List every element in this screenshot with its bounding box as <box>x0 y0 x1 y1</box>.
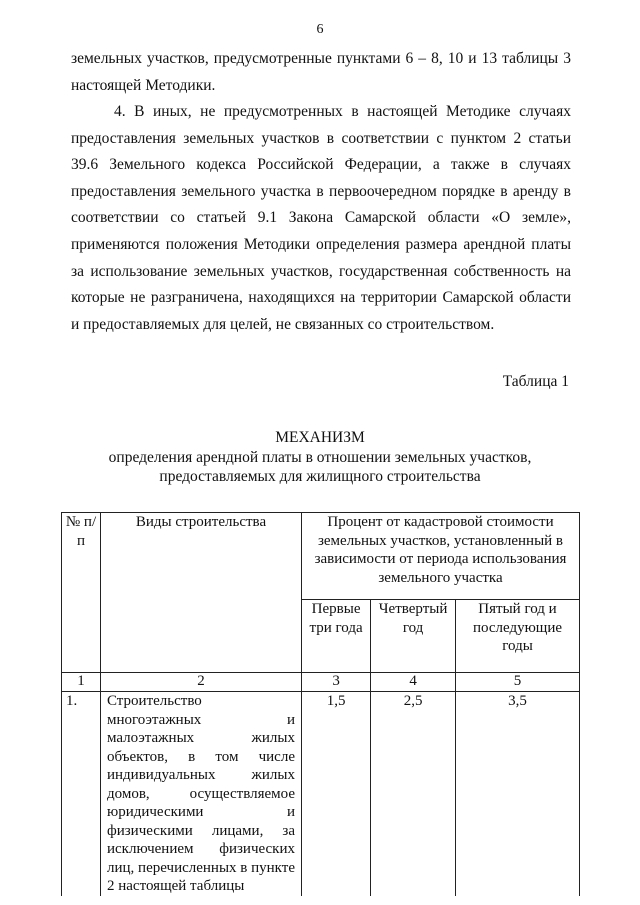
table-subtitle-line-1: определения арендной платы в отношении земельных участков, <box>108 449 532 466</box>
index-cell: 2 <box>101 673 302 692</box>
page-number: 6 <box>316 22 324 37</box>
table-row <box>62 692 580 896</box>
table-index-row <box>62 673 580 692</box>
row-year3: 3,5 <box>456 692 580 896</box>
table-caption: Таблица 1 <box>502 373 569 390</box>
index-cell: 5 <box>456 673 580 692</box>
table-header-row <box>62 513 580 600</box>
header-num: № п/п <box>62 513 101 673</box>
index-cell: 4 <box>371 673 456 692</box>
header-year2: Четвертый год <box>371 600 456 673</box>
header-kind: Виды строительства <box>101 513 302 673</box>
index-cell: 1 <box>62 673 101 692</box>
paragraph-item-4: 4. В иных, не предусмотренных в настоящей Методике случаях предоставления земельных участков в соответствии с пунктом 2 статьи 39.6 Земельного кодекса Российской Федерации, а также в случаях предоставления земельного участка в первоочередном порядке в аренду в соответствии со статьей 9.1 Закона Самарской области «О земле», применяются положения Методики определения размера арендной платы за использование земельных участков, государственная собственность на которые не разграничена, находящихся на территории Самарской области и предоставляемых для целей, не связанных со строительством. <box>71 103 571 333</box>
table-title: МЕХАНИЗМ <box>275 429 365 446</box>
mechanism-table <box>61 512 580 896</box>
paragraph-continued: земельных участков, предусмотренные пунктами 6 – 8, 10 и 13 таблицы 3 настоящей Методики. <box>71 50 571 94</box>
index-cell: 3 <box>302 673 371 692</box>
row-kind: Строительство многоэтажных и малоэтажных жилых объектов, в том числе индивидуальных жилых домов, осуществляемое юридическими и физическими лицами, за исключением физических лиц, перечисленных в пункте 2 настоящей таблицы <box>101 692 302 896</box>
row-num: 1. <box>62 692 101 896</box>
row-year2: 2,5 <box>371 692 456 896</box>
header-year3: Пятый год и последующие годы <box>456 600 580 673</box>
table-subtitle-line-2: предоставляемых для жилищного строительства <box>159 468 481 485</box>
row-year1: 1,5 <box>302 692 371 896</box>
header-percent: Процент от кадастровой стоимости земельных участков, установленный в зависимости от периода использования земельного участка <box>302 513 580 600</box>
header-year1: Первые три года <box>302 600 371 673</box>
